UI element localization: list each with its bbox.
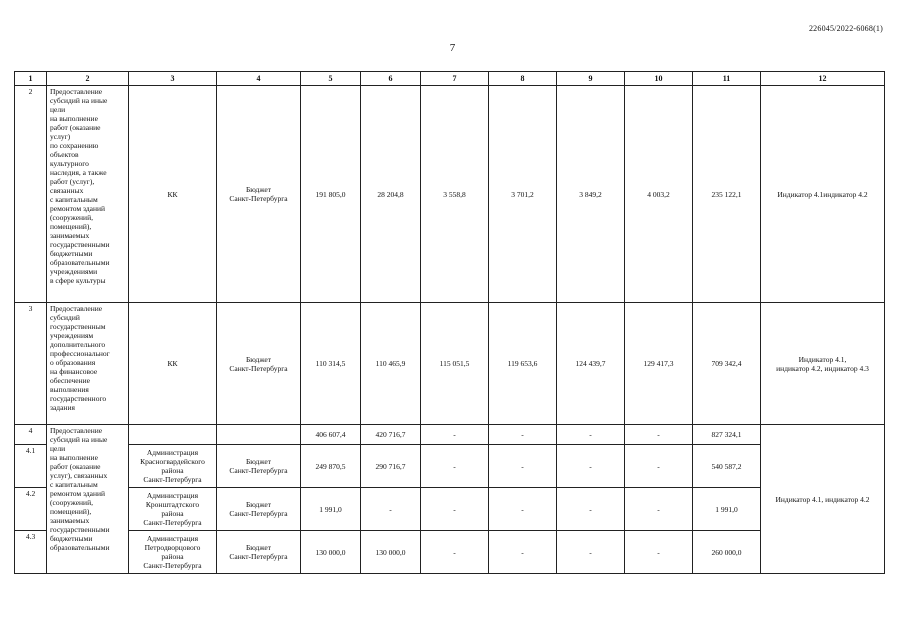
measure-name-line: занимаемых [50,231,90,240]
total-cell: 709 342,4 [693,303,761,425]
value-cell: - [625,445,693,488]
value-cell: - [557,445,625,488]
measure-name-line: выполнения [50,385,89,394]
executor-line: района [161,509,184,518]
measure-name-line: цели [50,444,66,453]
indicator-cell [761,425,885,574]
table-row [15,425,885,445]
measure-name-line: услуг), связанных [50,471,108,480]
measure-name-line: образовательными [50,258,110,267]
total-cell: 260 000,0 [693,531,761,574]
indicator-cell [761,303,885,425]
table-row [15,86,885,303]
funding-source-line: Бюджет [245,543,272,552]
column-number: 3 [129,72,217,86]
measure-name-line: профессиональног [50,349,110,358]
measure-name-line: цели [50,105,66,114]
column-number: 1 [15,72,47,86]
measure-name [47,425,129,574]
value-cell: - [557,488,625,531]
executor-line: района [161,552,184,561]
value-cell: - [489,531,557,574]
executor-cell [129,425,217,445]
indicator-line: Индикатор 4.1, индикатор 4.2 [775,494,870,504]
executor-cell [129,488,217,531]
value-cell: 130 000,0 [361,531,421,574]
value-cell: - [361,488,421,531]
table-row [15,488,885,531]
measure-name-line: государственным [50,322,106,331]
value-cell: - [421,488,489,531]
funding-source-cell [217,425,301,445]
measure-name-line: помещений), [50,507,92,516]
funding-source-line: Санкт-Петербурга [229,466,288,475]
funding-source-cell [217,531,301,574]
value-cell: - [557,425,625,445]
value-cell: 1 991,0 [301,488,361,531]
value-cell: - [421,425,489,445]
column-number: 11 [693,72,761,86]
row-number: 4.2 [15,488,47,531]
measures-table [14,71,885,574]
funding-source-line: Санкт-Петербурга [229,194,288,203]
value-cell: 3 849,2 [557,86,625,303]
table-row [15,531,885,574]
value-cell: - [625,425,693,445]
value-cell: 129 417,3 [625,303,693,425]
value-cell: - [625,531,693,574]
measure-name-line: ремонтом зданий [50,489,106,498]
measure-name-line: государственными [50,240,110,249]
indicator-cell [761,86,885,303]
value-cell: 110 314,5 [301,303,361,425]
measure-name-line: субсидий на иные [50,96,108,105]
executor-line: Кронштадтского [145,500,200,509]
total-cell: 827 324,1 [693,425,761,445]
measure-name-line: бюджетными [50,249,93,258]
measure-name-line: учреждениями [50,267,98,276]
funding-source-cell [217,303,301,425]
document-reference-number: 226045/2022-6068(1) [808,24,883,33]
measure-name-line: о образования [50,358,96,367]
executor-line: Администрация [146,534,199,543]
measure-name-line: работ (оказание [50,462,101,471]
total-cell: 540 587,2 [693,445,761,488]
measure-name-line: (сооружений, [50,498,93,507]
measure-name-line: помещений), [50,222,92,231]
funding-source-line: Бюджет [245,185,272,194]
executor-line: района [161,466,184,475]
column-number: 6 [361,72,421,86]
measure-name-line: учреждениям [50,331,94,340]
value-cell: 119 653,6 [489,303,557,425]
value-cell: - [421,531,489,574]
measure-name-line: бюджетными [50,534,93,543]
value-cell: 3 558,8 [421,86,489,303]
funding-source-line: Санкт-Петербурга [229,363,288,373]
executor-line: Санкт-Петербурга [143,518,202,527]
funding-source-line: Бюджет [245,354,272,364]
indicator-line: Индикатор 4.1индикатор 4.2 [777,189,868,199]
row-number: 4.1 [15,445,47,488]
table-row [15,445,885,488]
value-cell: 249 870,5 [301,445,361,488]
row-number: 3 [15,303,47,425]
measure-name [47,86,129,303]
measure-name-line: государственными [50,525,110,534]
value-cell: 124 439,7 [557,303,625,425]
executor-cell [129,531,217,574]
measure-name-line: на выполнение [50,114,98,123]
measure-name-line: образовательными [50,543,110,552]
value-cell: 130 000,0 [301,531,361,574]
measure-name-line: субсидий на иные [50,435,108,444]
measure-name-line: с капитальным [50,480,98,489]
measure-name-line: ремонтом зданий [50,204,106,213]
column-number: 9 [557,72,625,86]
executor-cell: КК [129,303,217,425]
value-cell: 420 716,7 [361,425,421,445]
value-cell: - [421,445,489,488]
measure-name-line: объектов [50,150,79,159]
value-cell: - [557,531,625,574]
value-cell: 406 607,4 [301,425,361,445]
measure-name-line: Предоставление [50,304,103,313]
value-cell: 110 465,9 [361,303,421,425]
measure-name-line: наследия, а также [50,168,107,177]
column-number: 12 [761,72,885,86]
measure-name-line: занимаемых [50,516,90,525]
executor-cell: КК [129,86,217,303]
measure-name-line: работ (услуг), [50,177,95,186]
value-cell: - [625,488,693,531]
measure-name-line: государственного [50,394,107,403]
funding-source-line: Бюджет [245,457,272,466]
measure-name-line: (сооружений, [50,213,93,222]
value-cell: 28 204,8 [361,86,421,303]
measure-name-line: на финансовое [50,367,98,376]
column-number: 2 [47,72,129,86]
indicator-line: индикатор 4.2, индикатор 4.3 [776,363,869,373]
column-number: 7 [421,72,489,86]
funding-source-line: Бюджет [245,500,272,509]
value-cell: 115 051,5 [421,303,489,425]
column-number: 10 [625,72,693,86]
measure-name-line: обеспечение [50,376,90,385]
measure-name-line: работ (оказание [50,123,101,132]
page-number: 7 [449,42,456,54]
column-number-row [15,72,885,86]
measure-name-line: субсидий [50,313,80,322]
funding-source-line: Санкт-Петербурга [229,552,288,561]
value-cell: 4 003,2 [625,86,693,303]
measure-name-line: связанных [50,186,84,195]
measure-name-line: по сохранению [50,141,99,150]
value-cell: 3 701,2 [489,86,557,303]
funding-source-cell [217,445,301,488]
row-number: 4 [15,425,47,445]
funding-source-line: Санкт-Петербурга [229,509,288,518]
table-row [15,303,885,425]
executor-cell [129,445,217,488]
executor-line: Красногвардейского [140,457,205,466]
executor-line: Администрация [146,448,199,457]
value-cell: 290 716,7 [361,445,421,488]
measure-name-line: в сфере культуры [50,276,106,285]
executor-line: Петродворцового [144,543,201,552]
value-cell: - [489,445,557,488]
executor-line: Администрация [146,491,199,500]
value-cell: 191 805,0 [301,86,361,303]
indicator-line: Индикатор 4.1, [798,354,847,364]
measure-name-line: Предоставление [50,87,103,96]
measure-name-line: задания [50,403,75,412]
column-number: 8 [489,72,557,86]
funding-source-cell [217,488,301,531]
column-number: 5 [301,72,361,86]
measure-name-line: услуг) [50,132,71,141]
row-number: 2 [15,86,47,303]
measure-name-line: дополнительного [50,340,106,349]
executor-line: Санкт-Петербурга [143,475,202,484]
value-cell: - [489,425,557,445]
measure-name-line: с капитальным [50,195,98,204]
total-cell: 1 991,0 [693,488,761,531]
measure-name-line: Предоставление [50,426,103,435]
executor-line: Санкт-Петербурга [143,561,202,570]
measure-name-line: культурного [50,159,89,168]
value-cell: - [489,488,557,531]
funding-source-cell [217,86,301,303]
measure-name-line: на выполнение [50,453,98,462]
column-number: 4 [217,72,301,86]
row-number: 4.3 [15,531,47,574]
measure-name [47,303,129,425]
total-cell: 235 122,1 [693,86,761,303]
